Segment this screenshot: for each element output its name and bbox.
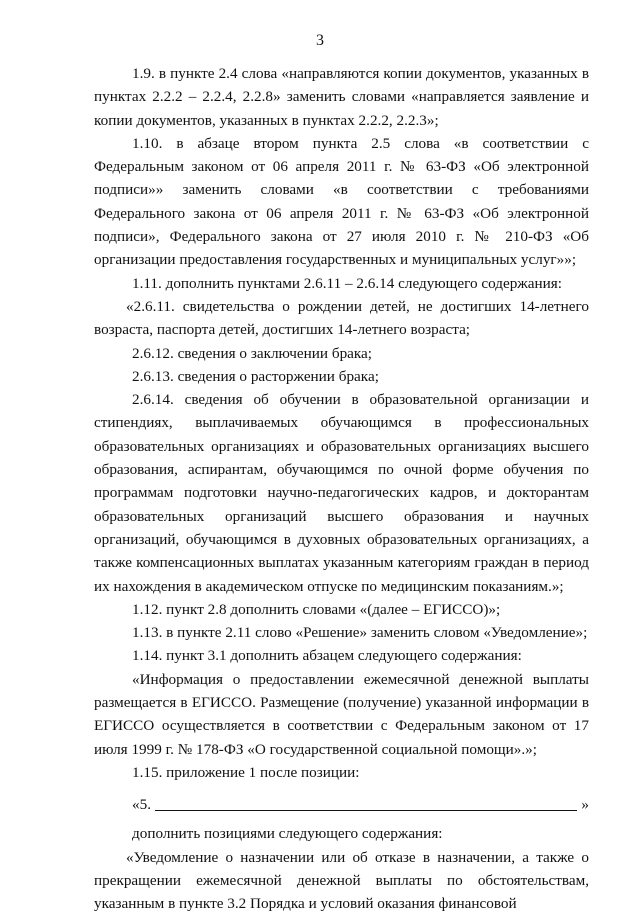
document-body — [94, 62, 589, 915]
paragraph-1-12: 1.12. пункт 2.8 дополнить словами «(далее – ЕГИССО)»; — [94, 598, 589, 621]
paragraph-notification: «Уведомление о назначении или об отказе в назначении, а также о прекращении ежемесячной денежной выплаты по обстоятельствам, указанным в пункте 3.2 Порядка и условий оказания финансовой — [94, 846, 589, 915]
paragraph-1-9: 1.9. в пункте 2.4 слова «направляются копии документов, указанных в пунктах 2.2.2 – 2.2.4, 2.2.8» заменить словами «направляется заявление и копии документов, указанных в пунктах 2.2.2, 2.2.3»; — [94, 62, 589, 132]
blank-underline — [155, 810, 577, 811]
paragraph-1-11: 1.11. дополнить пунктами 2.6.11 – 2.6.14 следующего содержания: — [94, 272, 589, 295]
paragraph-1-15: 1.15. приложение 1 после позиции: — [94, 761, 589, 784]
position-5-blank-row — [94, 786, 589, 816]
position-5-suffix: » — [581, 793, 589, 816]
position-5-prefix: «5. — [132, 793, 151, 816]
paragraph-info-egisso: «Информация о предоставлении ежемесячной денежной выплаты размещается в ЕГИССО. Размещение (получение) указанной информации в ЕГИССО осуществляется в соответствии с Федеральным законом от 17 июля 1999 г. № 178-ФЗ «О государственной социальной помощи».»; — [94, 668, 589, 761]
paragraph-2-6-13: 2.6.13. сведения о расторжении брака; — [94, 365, 589, 388]
paragraph-2-6-11: «2.6.11. свидетельства о рождении детей, не достигших 14-летнего возраста, паспорта детей, достигших 14-летнего возраста; — [94, 295, 589, 342]
paragraph-1-10: 1.10. в абзаце втором пункта 2.5 слова «в соответствии с Федеральным законом от 06 апреля 2011 г. № 63-ФЗ «Об электронной подписи»» заменить словами «в соответствии с требованиями Федерального закона от 06 апреля 2011 г. № 63-ФЗ «Об электронной подписи», Федерального закона от 27 июля 2010 г. № 210-ФЗ «Об организации предоставления государственных и муниципальных услуг»»; — [94, 132, 589, 272]
paragraph-2-6-12: 2.6.12. сведения о заключении брака; — [94, 342, 589, 365]
paragraph-1-14: 1.14. пункт 3.1 дополнить абзацем следующего содержания: — [94, 644, 589, 667]
paragraph-1-13: 1.13. в пункте 2.11 слово «Решение» заменить словом «Уведомление»; — [94, 621, 589, 644]
paragraph-add-positions: дополнить позициями следующего содержания: — [94, 822, 589, 845]
paragraph-2-6-14: 2.6.14. сведения об обучении в образовательной организации и стипендиях, выплачиваемых обучающимся в профессиональных образовательных организациях и образовательных организациях высшего образования, аспирантам, обучающимся по очной форме обучения по программам подготовки научно-педагогических кадров, и докторантам образовательных организаций высшего образования и научных организаций, обучающимся в духовных образовательных организациях, а также компенсационных выплатах указанным категориям граждан в период их нахождения в академическом отпуске по медицинским показаниям.»; — [94, 388, 589, 598]
page-number: 3 — [0, 32, 640, 50]
